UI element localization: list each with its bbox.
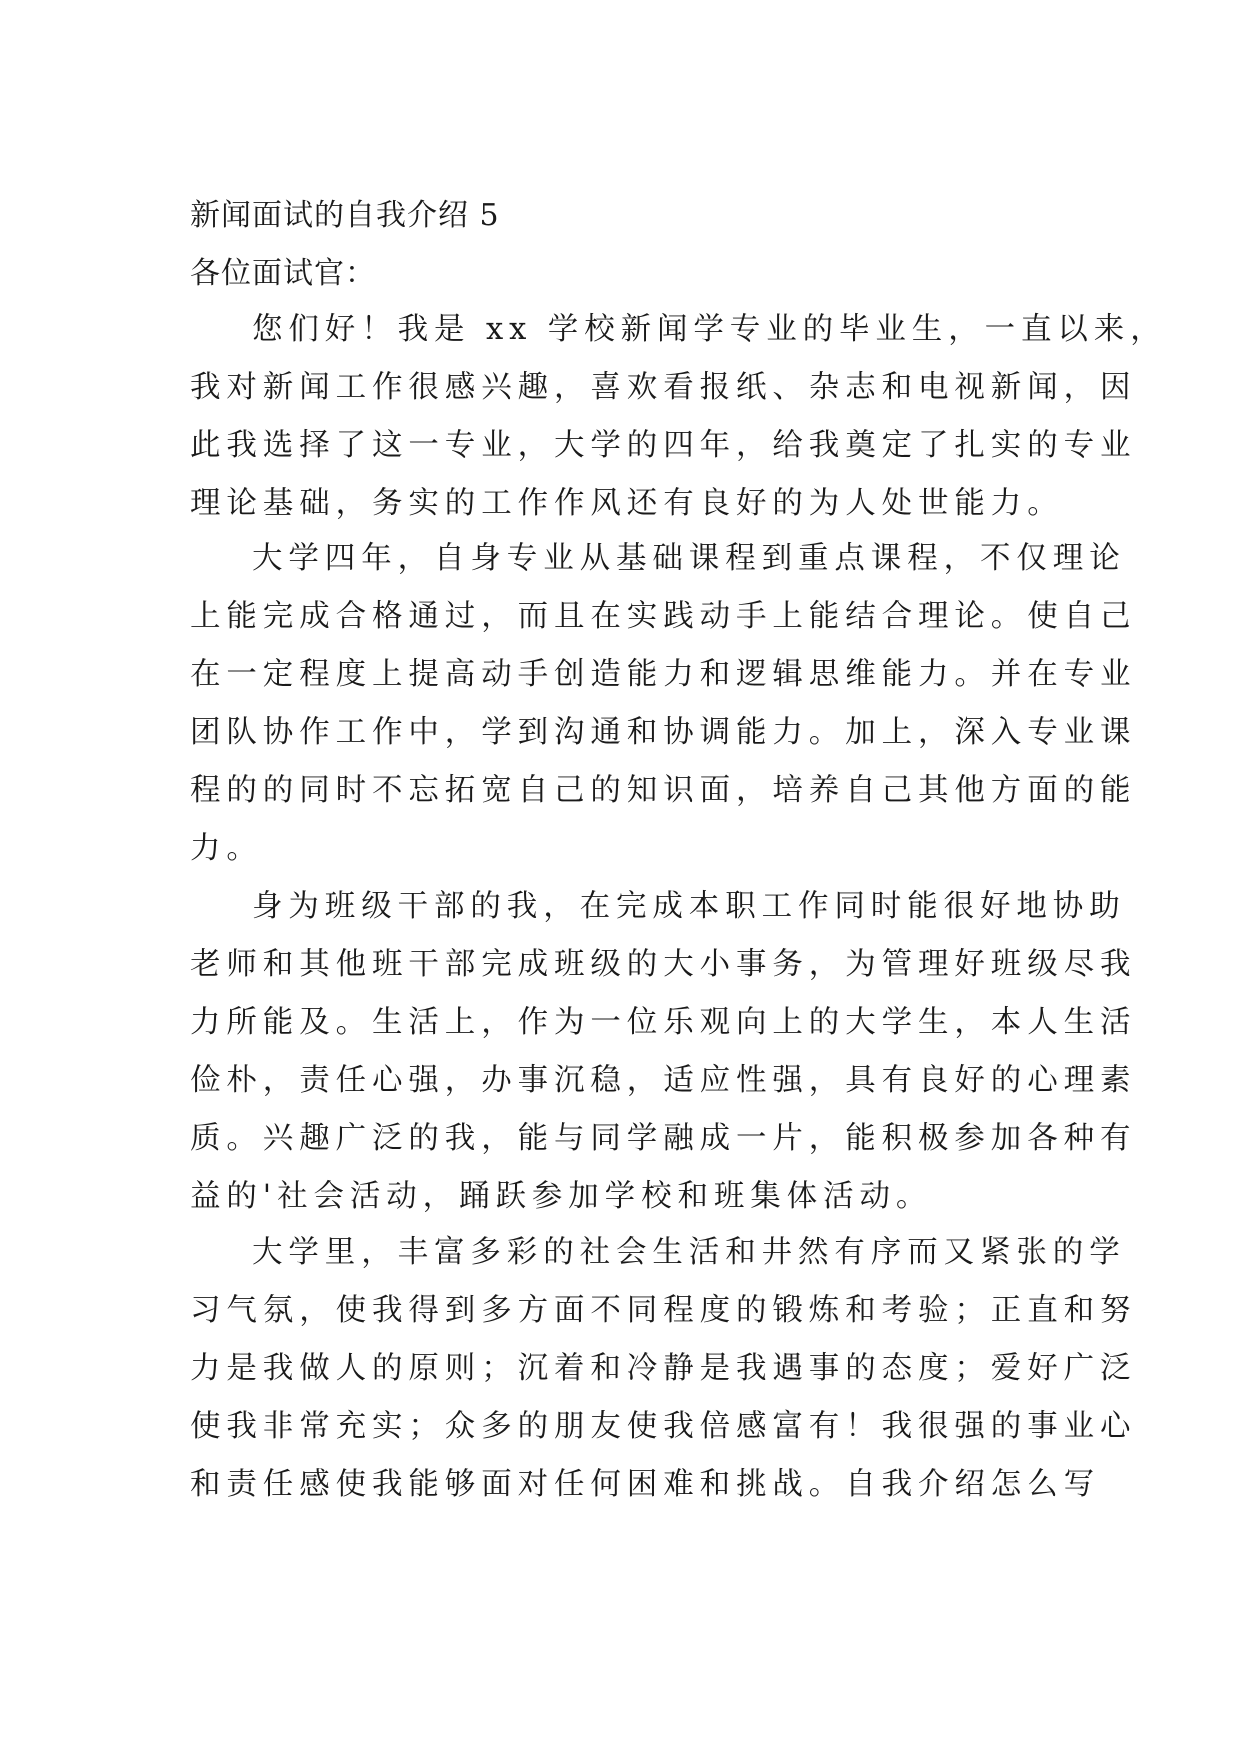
paragraph-line: 使我非常充实；众多的朋友使我倍感富有！我很强的事业心 <box>190 1409 1137 1444</box>
salutation: 各位面试官： <box>190 256 376 291</box>
paragraph-line: 力。 <box>190 831 263 866</box>
paragraph-first-line: 大学里，丰富多彩的社会生活和井然有序而又紧张的学 <box>252 1235 1126 1270</box>
paragraph-first-line: 您们好！我是 xx 学校新闻学专业的毕业生，一直以来， <box>252 312 1167 347</box>
paragraph-line: 团队协作工作中，学到沟通和协调能力。加上，深入专业课 <box>190 715 1137 750</box>
paragraph-line: 力所能及。生活上，作为一位乐观向上的大学生，本人生活 <box>190 1005 1137 1040</box>
paragraph-line: 我对新闻工作很感兴趣，喜欢看报纸、杂志和电视新闻，因 <box>190 370 1137 405</box>
paragraph-line: 益的'社会活动，踊跃参加学校和班集体活动。 <box>190 1179 933 1214</box>
paragraph-line: 俭朴，责任心强，办事沉稳，适应性强，具有良好的心理素 <box>190 1063 1137 1098</box>
paragraph-line: 此我选择了这一专业，大学的四年，给我奠定了扎实的专业 <box>190 428 1137 463</box>
paragraph-line: 力是我做人的原则；沉着和冷静是我遇事的态度；爱好广泛 <box>190 1351 1137 1386</box>
paragraph-line: 理论基础，务实的工作作风还有良好的为人处世能力。 <box>190 486 1064 521</box>
paragraph-first-line: 大学四年，自身专业从基础课程到重点课程，不仅理论 <box>252 541 1126 576</box>
paragraph-line: 老师和其他班干部完成班级的大小事务，为管理好班级尽我 <box>190 947 1137 982</box>
document-title: 新闻面试的自我介绍 5 <box>190 198 500 233</box>
paragraph-first-line: 身为班级干部的我，在完成本职工作同时能很好地协助 <box>252 889 1126 924</box>
paragraph-line: 程的的同时不忘拓宽自己的知识面，培养自己其他方面的能 <box>190 773 1137 808</box>
paragraph-line: 质。兴趣广泛的我，能与同学融成一片，能积极参加各种有 <box>190 1121 1137 1156</box>
paragraph-line: 习气氛，使我得到多方面不同程度的锻炼和考验；正直和努 <box>190 1293 1137 1328</box>
paragraph-line: 在一定程度上提高动手创造能力和逻辑思维能力。并在专业 <box>190 657 1137 692</box>
paragraph-line: 和责任感使我能够面对任何困难和挑战。自我介绍怎么写 <box>190 1467 1100 1502</box>
paragraph-line: 上能完成合格通过，而且在实践动手上能结合理论。使自己 <box>190 599 1137 634</box>
